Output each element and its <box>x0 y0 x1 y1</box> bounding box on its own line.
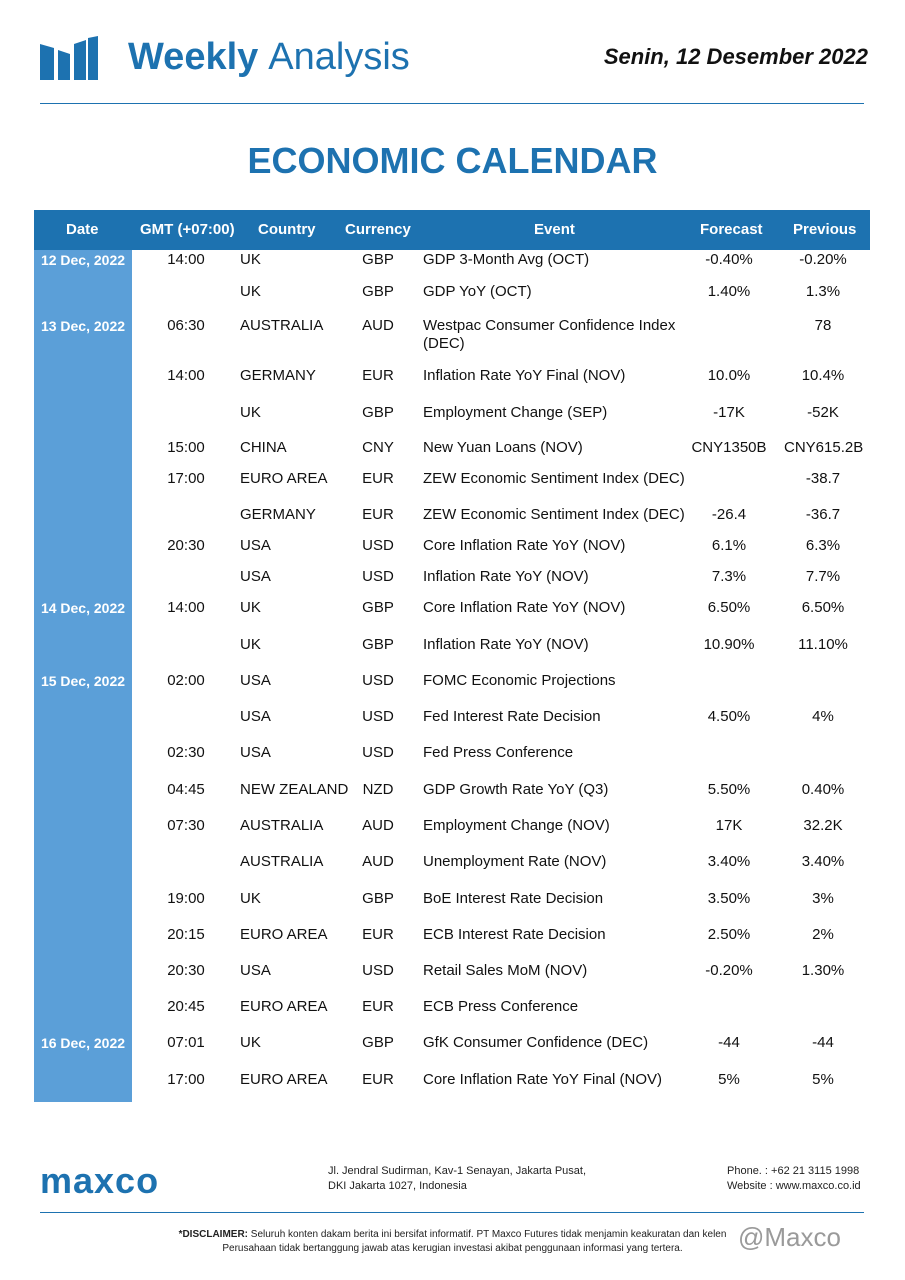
row-currency: USD <box>362 708 394 725</box>
row-event: GDP Growth Rate YoY (Q3) <box>423 781 609 798</box>
row-event: Inflation Rate YoY (NOV) <box>423 568 589 585</box>
row-previous: -52K <box>807 404 839 421</box>
row-event: Core Inflation Rate YoY Final (NOV) <box>423 1071 663 1088</box>
row-country: EURO AREA <box>240 998 328 1015</box>
row-country: GERMANY <box>240 367 316 384</box>
row-previous: CNY615.2B <box>784 439 864 456</box>
row-currency: AUD <box>362 853 394 870</box>
row-event: Employment Change (NOV) <box>423 817 610 834</box>
col-time: GMT (+07:00) <box>140 221 235 238</box>
row-event: GDP YoY (OCT) <box>423 283 532 300</box>
row-event: ZEW Economic Sentiment Index (DEC) <box>423 470 685 487</box>
col-event: Event <box>534 221 575 238</box>
row-currency: GBP <box>362 251 394 268</box>
table-header <box>34 210 870 250</box>
row-currency: EUR <box>362 367 394 384</box>
row-event: ECB Interest Rate Decision <box>423 926 606 943</box>
row-country: USA <box>240 568 271 585</box>
row-previous: 3.40% <box>801 853 845 870</box>
row-date: 16 Dec, 2022 <box>40 1035 126 1051</box>
row-currency: EUR <box>362 926 394 943</box>
row-forecast: -17K <box>713 404 745 421</box>
row-time: 19:00 <box>167 890 205 907</box>
row-time: 04:45 <box>167 781 205 798</box>
row-country: UK <box>240 283 261 300</box>
row-previous: -38.7 <box>805 470 841 487</box>
row-currency: USD <box>362 568 394 585</box>
row-currency: GBP <box>362 404 394 421</box>
row-date: 15 Dec, 2022 <box>40 673 126 689</box>
row-country: UK <box>240 404 261 421</box>
col-previous: Previous <box>793 221 857 238</box>
row-time: 02:30 <box>167 744 205 761</box>
row-currency: EUR <box>362 998 394 1015</box>
page-header <box>40 30 870 90</box>
row-country: UK <box>240 599 261 616</box>
footer-website: Website : www.maxco.co.id <box>727 1180 861 1192</box>
row-country: GERMANY <box>240 506 316 523</box>
row-currency: AUD <box>362 317 394 334</box>
col-country: Country <box>258 221 316 238</box>
row-event: Westpac Consumer Confidence Index (DEC) <box>423 317 676 352</box>
row-time: 07:01 <box>167 1034 205 1051</box>
row-currency: GBP <box>362 1034 394 1051</box>
row-date: 13 Dec, 2022 <box>40 318 126 334</box>
disclaimer: *DISCLAIMER: Seluruh konten dakam berita ini bersifat informatif. PT Maxco Futures tidak menjamin keakuratan dan kelen Perusahaan tidak bertanggung jawab atas kerugian investasi akibat penggunaan informasi yang tertera. <box>178 1229 727 1254</box>
row-currency: USD <box>362 962 394 979</box>
row-previous: 1.30% <box>801 962 845 979</box>
row-event: BoE Interest Rate Decision <box>423 890 604 907</box>
row-previous: 10.4% <box>801 367 845 384</box>
row-previous: 1.3% <box>805 283 841 300</box>
header-divider <box>40 103 864 104</box>
row-previous: 3% <box>812 890 834 907</box>
row-country: USA <box>240 708 271 725</box>
row-time: 06:30 <box>167 317 205 334</box>
row-previous: 0.40% <box>801 781 845 798</box>
row-forecast: 6.50% <box>707 599 751 616</box>
row-event: Core Inflation Rate YoY (NOV) <box>423 537 626 554</box>
row-forecast: CNY1350B <box>691 439 767 456</box>
row-currency: AUD <box>362 817 394 834</box>
row-previous: 7.7% <box>805 568 841 585</box>
row-time: 20:30 <box>167 962 205 979</box>
row-date: 12 Dec, 2022 <box>40 252 126 268</box>
row-country: UK <box>240 251 261 268</box>
watermark: @Maxco <box>738 1222 841 1252</box>
row-event: FOMC Economic Projections <box>423 672 616 689</box>
row-currency: GBP <box>362 636 394 653</box>
row-currency: USD <box>362 744 394 761</box>
row-previous: 5% <box>812 1071 834 1088</box>
row-forecast: 3.40% <box>707 853 751 870</box>
row-forecast: 1.40% <box>707 283 751 300</box>
row-event: GDP 3-Month Avg (OCT) <box>423 251 590 268</box>
header-date: Senin, 12 Desember 2022 <box>603 44 868 69</box>
row-country: EURO AREA <box>240 470 328 487</box>
row-country: UK <box>240 890 261 907</box>
row-country: NEW ZEALAND <box>240 781 349 798</box>
page-title: ECONOMIC CALENDAR <box>247 140 658 181</box>
row-currency: EUR <box>362 470 394 487</box>
col-date: Date <box>66 221 99 238</box>
row-event: Unemployment Rate (NOV) <box>423 853 607 870</box>
row-event: Employment Change (SEP) <box>423 404 608 421</box>
row-time: 17:00 <box>167 470 205 487</box>
row-event: Fed Press Conference <box>423 744 574 761</box>
row-country: AUSTRALIA <box>240 817 324 834</box>
row-country: EURO AREA <box>240 1071 328 1088</box>
footer-phone: Phone. : +62 21 3115 1998 <box>727 1165 860 1177</box>
row-forecast: 3.50% <box>707 890 751 907</box>
row-event: Inflation Rate YoY Final (NOV) <box>423 367 626 384</box>
row-country: USA <box>240 744 271 761</box>
col-currency: Currency <box>345 221 411 238</box>
row-time: 07:30 <box>167 817 205 834</box>
row-forecast: 5.50% <box>707 781 751 798</box>
row-forecast: -44 <box>718 1034 740 1051</box>
row-country: AUSTRALIA <box>240 317 324 334</box>
row-currency: GBP <box>362 890 394 907</box>
row-time: 02:00 <box>167 672 205 689</box>
row-time: 14:00 <box>167 367 205 384</box>
maxco-logo: maxco <box>40 1160 160 1201</box>
row-event: GfK Consumer Confidence (DEC) <box>423 1034 649 1051</box>
footer-address: Jl. Jendral Sudirman, Kav-1 Senayan, Jakarta Pusat, DKI Jakarta 1027, Indonesia <box>328 1165 587 1192</box>
row-country: USA <box>240 537 271 554</box>
row-event: ZEW Economic Sentiment Index (DEC) <box>423 506 685 523</box>
row-time: 14:00 <box>167 599 205 616</box>
col-forecast: Forecast <box>700 221 763 238</box>
row-currency: USD <box>362 537 394 554</box>
row-currency: EUR <box>362 506 394 523</box>
row-currency: CNY <box>362 439 394 456</box>
row-previous: 78 <box>814 317 832 334</box>
row-previous: -0.20% <box>799 251 847 268</box>
row-forecast: 10.0% <box>707 367 751 384</box>
row-previous: 4% <box>812 708 834 725</box>
row-previous: 11.10% <box>798 636 848 653</box>
row-forecast: -26.4 <box>711 506 747 523</box>
row-forecast: 4.50% <box>707 708 751 725</box>
row-time: 17:00 <box>167 1071 205 1088</box>
row-country: USA <box>240 672 271 689</box>
row-previous: -44 <box>812 1034 834 1051</box>
row-previous: 32.2K <box>803 817 843 834</box>
row-forecast: -0.40% <box>705 251 753 268</box>
row-date: 14 Dec, 2022 <box>40 600 126 616</box>
row-time: 15:00 <box>167 439 205 456</box>
row-previous: -36.7 <box>805 506 841 523</box>
row-forecast: 17K <box>715 817 743 834</box>
row-currency: GBP <box>362 599 394 616</box>
row-forecast: 5% <box>718 1071 740 1088</box>
row-currency: EUR <box>362 1071 394 1088</box>
row-event: Fed Interest Rate Decision <box>423 708 601 725</box>
row-time: 20:45 <box>167 998 205 1015</box>
row-country: USA <box>240 962 271 979</box>
row-forecast: 7.3% <box>711 568 747 585</box>
row-event: New Yuan Loans (NOV) <box>423 439 583 456</box>
row-country: EURO AREA <box>240 926 328 943</box>
row-event: ECB Press Conference <box>423 998 579 1015</box>
row-country: AUSTRALIA <box>240 853 324 870</box>
row-previous: 6.3% <box>805 537 841 554</box>
row-time: 14:00 <box>167 251 205 268</box>
row-currency: NZD <box>362 781 394 798</box>
row-currency: GBP <box>362 283 394 300</box>
row-country: UK <box>240 1034 261 1051</box>
row-country: UK <box>240 636 261 653</box>
footer-divider <box>40 1212 864 1213</box>
row-currency: USD <box>362 672 394 689</box>
row-time: 20:15 <box>167 926 205 943</box>
row-forecast: -0.20% <box>705 962 753 979</box>
brand-title: Weekly Analysis <box>128 36 410 78</box>
row-event: Core Inflation Rate YoY (NOV) <box>423 599 626 616</box>
row-previous: 6.50% <box>801 599 845 616</box>
row-forecast: 2.50% <box>707 926 751 943</box>
bar-chart-logo-icon <box>40 36 98 80</box>
row-event: Inflation Rate YoY (NOV) <box>423 636 589 653</box>
row-event: Retail Sales MoM (NOV) <box>423 962 588 979</box>
row-forecast: 6.1% <box>711 537 747 554</box>
row-time: 20:30 <box>167 537 205 554</box>
row-previous: 2% <box>812 926 834 943</box>
row-country: CHINA <box>240 439 287 456</box>
footer-contact <box>727 1164 861 1194</box>
row-forecast: 10.90% <box>703 636 755 653</box>
